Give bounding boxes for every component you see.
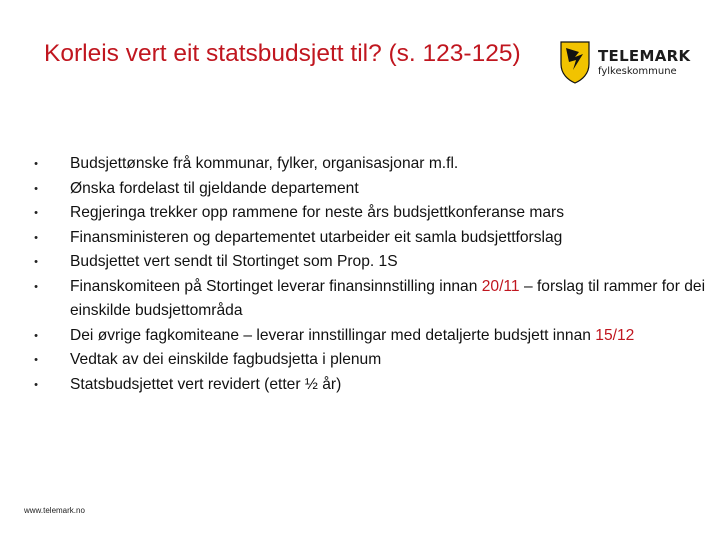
logo-name: TELEMARK	[598, 47, 691, 65]
bullet-item	[30, 348, 710, 373]
bullet-dot-icon: •	[34, 256, 38, 268]
bullet-dot-icon: •	[34, 182, 38, 195]
bullet-text: Budsjettet vert sendt til Stortinget som Prop. 1S	[70, 253, 398, 270]
bullet-item	[30, 226, 710, 251]
bullet-dot-icon: •	[34, 354, 38, 366]
telemark-logo	[560, 40, 690, 84]
bullet-text-before: Dei øvrige fagkomiteane – leverar innstillingar med detaljerte budsjett innan	[70, 326, 596, 344]
deadline-date: 15/12	[595, 326, 635, 344]
bullet-item-finanskomiteen	[30, 275, 710, 324]
bullet-text: Finansministeren og departementet utarbeider eit samla budsjettforslag	[70, 228, 563, 246]
slide-title: Korleis vert eit statsbudsjett til? (s. 123-125)	[44, 40, 521, 67]
footer-url: www.telemark.no	[24, 506, 85, 515]
bullet-text-after: – forslag til rammer for dei einskilde budsjettområda	[70, 277, 706, 319]
bullet-dot-icon: •	[34, 231, 38, 244]
bullet-item	[30, 373, 710, 398]
bullet-dot-icon: •	[34, 329, 38, 342]
bullet-text: Ønska fordelast til gjeldande departement	[70, 179, 359, 197]
deadline-date: 20/11	[481, 277, 520, 295]
telemark-shield-icon	[560, 40, 590, 84]
bullet-list	[30, 152, 710, 397]
bullet-item	[30, 177, 710, 202]
logo-subtitle: fylkeskommune	[598, 66, 677, 77]
bullet-dot-icon: •	[34, 207, 38, 219]
bullet-text: Statsbudsjettet vert revidert (etter ½ år)	[70, 375, 342, 393]
bullet-text: Budsjettønske frå kommunar, fylker, organisasjonar m.fl.	[70, 155, 459, 172]
bullet-text-before: Finanskomiteen på Stortinget leverar finansinnstilling innan	[70, 277, 482, 295]
bullet-item	[30, 152, 710, 177]
bullet-text: Regjeringa trekker opp rammene for neste års budsjettkonferanse mars	[70, 204, 565, 221]
bullet-item-fagkomiteane	[30, 324, 710, 349]
bullet-dot-icon: •	[34, 280, 38, 293]
bullet-text: Vedtak av dei einskilde fagbudsjetta i plenum	[70, 351, 382, 368]
bullet-item	[30, 250, 710, 275]
bullet-item	[30, 201, 710, 226]
bullet-dot-icon: •	[34, 378, 38, 391]
bullet-dot-icon: •	[34, 158, 38, 170]
